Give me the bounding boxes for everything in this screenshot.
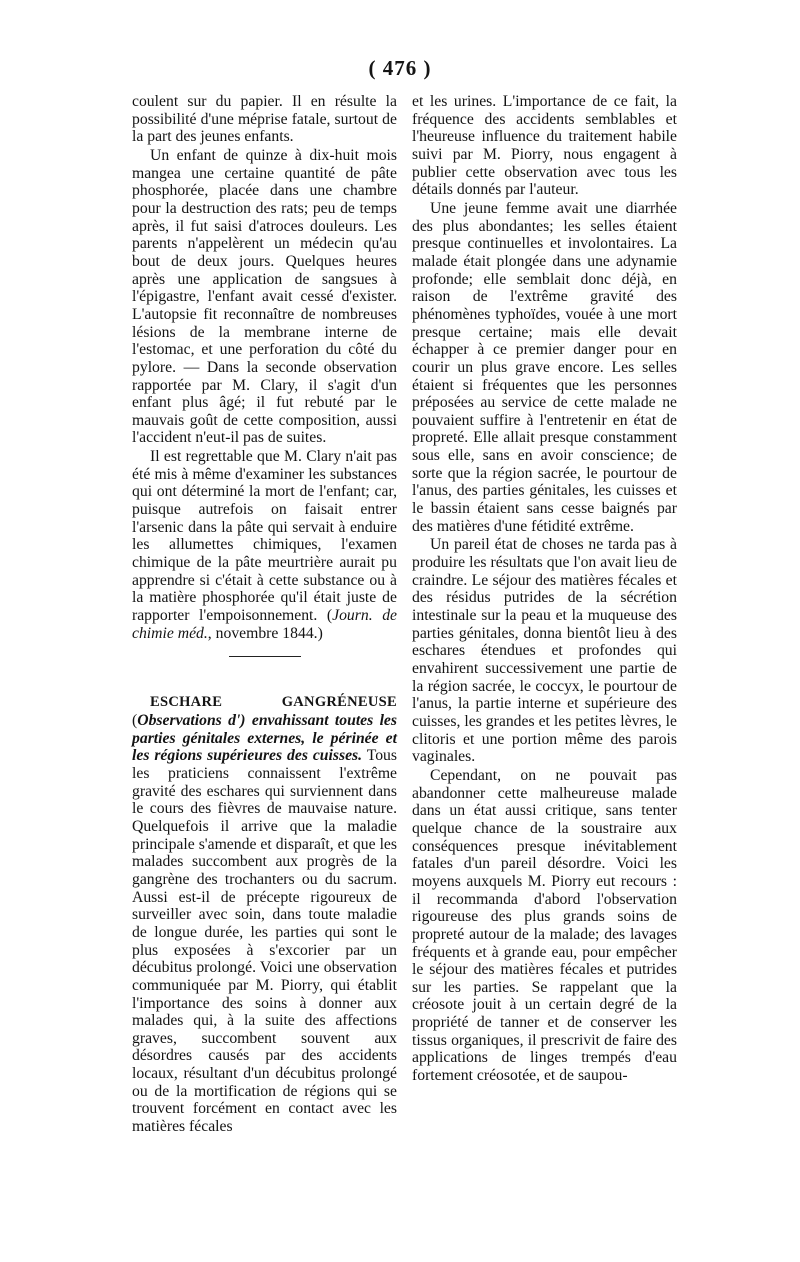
journal-date: , novembre 1844.) <box>207 624 323 642</box>
section-divider <box>229 656 301 657</box>
left-column <box>132 93 397 1136</box>
left-paragraph-2: Un enfant de quinze à dix-huit mois mangea une certaine quantité de pâte phosphorée, placée dans une chambre pour la destruction des rats; peu de temps après, il fut saisi d'atroces douleurs. Les parents n'appelèrent un médecin qu'au bout de deux jours. Quelques heures après une application de sangsues à l'épigastre, l'enfant avait cessé d'exister. L'autopsie fit reconnaître de nombreuses lésions de la membrane interne de l'estomac, et une perforation du côté du pylore. — Dans la seconde observation rapportée par M. Clary, il s'agit d'un enfant plus âgé; il fut rebuté par le mauvais goût de cette composition, aussi l'accident n'eut-il pas de suites. <box>132 146 397 447</box>
left-paragraph-3 <box>132 448 397 642</box>
heading-paren: ( <box>132 712 138 729</box>
journal-reference: Journ. de chimie méd. <box>132 607 398 642</box>
right-paragraph-2: Une jeune femme avait une diarrhée des plus abondantes; les selles étaient presque continuelles et involontaires. La malade était plongée dans une adynamie profonde; elle semblait donc déjà, en raison de l'extrême gravité des phénomènes typhoïdes, vouée à une mort presque certaine; mais elle devait échapper à ce premier danger pour en courir un plus grave encore. Les selles étaient si fréquentes que les personnes préposées au service de cette malade ne pouvaient suffire à l'entretenir en état de propreté. Elle allait presque constamment sous elle, sans en avoir conscience; de sorte que la région sacrée, le pourtour de l'anus, des parties génitales, les cuisses et le bassin étaient sans cesse baignés par des matières d'une fétidité extrême. <box>412 199 677 535</box>
article-subtitle: Observations d') envahissant toutes les parties génitales externes, le périnée et les régions supérieures des cuisses. <box>132 712 397 765</box>
right-paragraph-3: Un pareil état de choses ne tarda pas à produire les résultats que l'on avait lieu de craindre. Le séjour des matières fécales et des résidus putrides de la sécrétion intestinale sur la peau et la muqueuse des parties génitales, donna bientôt lieu à des eschares étendues et profondes qui envahirent successivement une partie de la région sacrée, le coccyx, le pourtour de l'anus, la partie interne et supérieure des cuisses, les grandes et les petites lèvres, le clitoris et une portion même des parois vaginales. <box>412 536 677 766</box>
right-paragraph-1: et les urines. L'importance de ce fait, la fréquence des accidents semblables et l'heureuse influence du traitement habile suivi par M. Piorry, nous engagent à publier cette observation avec tous les détails donnés par l'auteur. <box>412 93 677 199</box>
article-eschare <box>132 693 397 1135</box>
left-paragraph-3-text: Il est regrettable que M. Clary n'ait pas été mis à même d'examiner les substances qui ont déterminé la mort de l'enfant; car, puisque autrefois on faisait entrer l'arsenic dans la pâte qui servait à enduire les allumettes chimiques, l'examen chimique de la pâte meurtrière aurait pu apprendre si c'était à cette substance ou à la matière phosphorée qu'il était juste de rapporter l'empoisonnement. ( <box>132 448 397 625</box>
page-number: ( 476 ) <box>368 56 432 80</box>
right-paragraph-4: Cependant, on ne pouvait pas abandonner cette malheureuse malade dans un état aussi critique, sans tenter quelque chance de la soustraire aux conséquences presque inévitablement fatales d'un pareil désordre. Voici les moyens auxquels M. Piorry eut recours : il recommanda d'abord l'observation rigoureuse des plus grands soins de propreté autour de la malade; des lavages fréquents et à grande eau, pour empêcher le séjour des matières fécales et putrides sur les parties. Se rappelant que la créosote jouit à un certain degré de la propriété de tanner et de conserver les tissus organiques, il prescrivit de faire des applications de linges trempés d'eau fortement créosotée, et de saupou- <box>412 766 677 1085</box>
left-paragraph-1: coulent sur du papier. Il en résulte la possibilité d'une méprise fatale, surtout de la part des jeunes enfants. <box>132 93 397 146</box>
right-column <box>412 93 677 1085</box>
article-heading: ESCHARE GANGRÉNEUSE <box>150 694 397 711</box>
article-body: Tous les praticiens connaissent l'extrême gravité des eschares qui surviennent dans le cours des fièvres de mauvaise nature. Quelquefois il arrive que la maladie principale s'amende et disparaît, et que les malades succombent aux progrès de la gangrène des trochanters ou du sacrum. Aussi est-il de précepte rigoureux de surveiller avec soin, dans toute maladie de longue durée, les parties qui sont le plus exposées à s'excorier par un décubitus prolongé. Voici une observation communiquée par M. Piorry, qui établit l'importance des soins à donner aux malades qui, à la suite des affections graves, succombent souvent aux désordres causés par des accidents locaux, résultant d'un décubitus prolongé ou de la mortification de régions qui se trouvent forcément en contact avec les matières fécales <box>132 747 397 1136</box>
